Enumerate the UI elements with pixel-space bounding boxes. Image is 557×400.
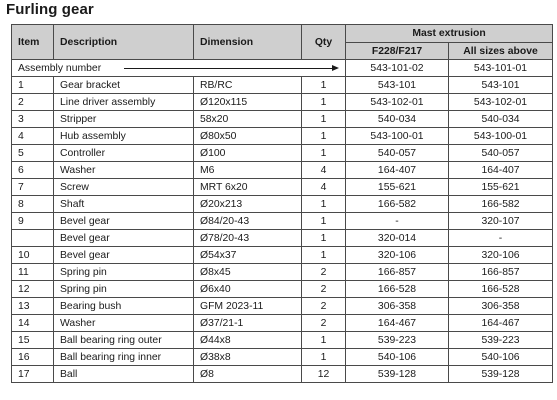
- parts-table: [11, 24, 553, 383]
- right-arrow-icon: [124, 68, 337, 69]
- cell-item: 10: [12, 247, 54, 264]
- cell-part-f228-f217: 543-101: [346, 77, 449, 94]
- cell-dimension: Ø38x8: [194, 349, 302, 366]
- cell-item: 13: [12, 298, 54, 315]
- cell-qty: 4: [302, 162, 346, 179]
- cell-item: 5: [12, 145, 54, 162]
- cell-dimension: Ø120x115: [194, 94, 302, 111]
- header-mast-extrusion: Mast extrusion: [346, 25, 553, 43]
- cell-part-all-sizes: 540-034: [449, 111, 553, 128]
- cell-item: 1: [12, 77, 54, 94]
- cell-dimension: Ø80x50: [194, 128, 302, 145]
- cell-dimension: Ø44x8: [194, 332, 302, 349]
- cell-qty: 1: [302, 77, 346, 94]
- table-row: [12, 77, 553, 94]
- header-qty: Qty: [302, 25, 346, 60]
- cell-description: Spring pin: [54, 281, 194, 298]
- cell-qty: 1: [302, 332, 346, 349]
- cell-item: 9: [12, 213, 54, 230]
- cell-part-all-sizes: 164-467: [449, 315, 553, 332]
- cell-qty: 12: [302, 366, 346, 383]
- header-description: Description: [54, 25, 194, 60]
- assembly-label: Assembly number: [18, 62, 102, 74]
- cell-qty: 1: [302, 213, 346, 230]
- cell-qty: 2: [302, 298, 346, 315]
- cell-part-f228-f217: 164-407: [346, 162, 449, 179]
- cell-item: 4: [12, 128, 54, 145]
- assembly-col-b: 543-101-01: [449, 60, 553, 77]
- cell-part-all-sizes: 540-106: [449, 349, 553, 366]
- cell-part-all-sizes: 306-358: [449, 298, 553, 315]
- assembly-col-a: 543-101-02: [346, 60, 449, 77]
- cell-part-all-sizes: 543-102-01: [449, 94, 553, 111]
- cell-part-f228-f217: 164-467: [346, 315, 449, 332]
- cell-description: Ball: [54, 366, 194, 383]
- cell-part-f228-f217: -: [346, 213, 449, 230]
- cell-description: Bevel gear: [54, 230, 194, 247]
- cell-dimension: GFM 2023-11: [194, 298, 302, 315]
- assembly-row: [12, 60, 553, 77]
- cell-item: 17: [12, 366, 54, 383]
- table-row: [12, 315, 553, 332]
- cell-qty: 1: [302, 111, 346, 128]
- cell-part-all-sizes: 166-857: [449, 264, 553, 281]
- table-row: [12, 111, 553, 128]
- table-row: [12, 230, 553, 247]
- cell-part-f228-f217: 166-582: [346, 196, 449, 213]
- page-title: Furling gear: [6, 1, 94, 18]
- cell-description: Washer: [54, 162, 194, 179]
- cell-qty: 1: [302, 196, 346, 213]
- cell-dimension: Ø84/20-43: [194, 213, 302, 230]
- cell-part-all-sizes: 155-621: [449, 179, 553, 196]
- cell-part-f228-f217: 539-223: [346, 332, 449, 349]
- cell-dimension: Ø8: [194, 366, 302, 383]
- cell-qty: 1: [302, 230, 346, 247]
- cell-qty: 2: [302, 315, 346, 332]
- cell-item: 2: [12, 94, 54, 111]
- cell-description: Bevel gear: [54, 247, 194, 264]
- cell-qty: 1: [302, 128, 346, 145]
- cell-description: Controller: [54, 145, 194, 162]
- cell-item: 11: [12, 264, 54, 281]
- table-row: [12, 196, 553, 213]
- table-row: [12, 332, 553, 349]
- table-row: [12, 162, 553, 179]
- cell-part-all-sizes: 543-100-01: [449, 128, 553, 145]
- cell-description: Hub assembly: [54, 128, 194, 145]
- cell-description: Screw: [54, 179, 194, 196]
- cell-dimension: Ø78/20-43: [194, 230, 302, 247]
- cell-description: Shaft: [54, 196, 194, 213]
- cell-item: 8: [12, 196, 54, 213]
- cell-part-all-sizes: 539-128: [449, 366, 553, 383]
- cell-part-f228-f217: 540-106: [346, 349, 449, 366]
- cell-part-f228-f217: 543-100-01: [346, 128, 449, 145]
- cell-item: 12: [12, 281, 54, 298]
- cell-description: Ball bearing ring outer: [54, 332, 194, 349]
- cell-dimension: Ø20x213: [194, 196, 302, 213]
- cell-part-f228-f217: 540-057: [346, 145, 449, 162]
- cell-dimension: Ø100: [194, 145, 302, 162]
- table-row: [12, 145, 553, 162]
- header-col-a: F228/F217: [346, 43, 449, 60]
- table-row: [12, 94, 553, 111]
- cell-item: 7: [12, 179, 54, 196]
- cell-qty: 1: [302, 145, 346, 162]
- header-item: Item: [12, 25, 54, 60]
- cell-dimension: M6: [194, 162, 302, 179]
- table-row: [12, 179, 553, 196]
- cell-item: [12, 230, 54, 247]
- table-row: [12, 298, 553, 315]
- cell-qty: 2: [302, 281, 346, 298]
- cell-part-f228-f217: 166-528: [346, 281, 449, 298]
- cell-dimension: RB/RC: [194, 77, 302, 94]
- assembly-label-cell: [12, 60, 346, 77]
- table-row: [12, 349, 553, 366]
- cell-part-all-sizes: 320-107: [449, 213, 553, 230]
- table-row: [12, 264, 553, 281]
- header-row: [12, 25, 553, 43]
- cell-qty: 1: [302, 247, 346, 264]
- cell-part-all-sizes: 166-582: [449, 196, 553, 213]
- cell-description: Stripper: [54, 111, 194, 128]
- cell-part-f228-f217: 320-014: [346, 230, 449, 247]
- cell-qty: 1: [302, 94, 346, 111]
- table-row: [12, 281, 553, 298]
- cell-part-f228-f217: 539-128: [346, 366, 449, 383]
- cell-part-f228-f217: 166-857: [346, 264, 449, 281]
- cell-part-f228-f217: 540-034: [346, 111, 449, 128]
- cell-dimension: MRT 6x20: [194, 179, 302, 196]
- cell-part-all-sizes: 166-528: [449, 281, 553, 298]
- cell-item: 3: [12, 111, 54, 128]
- cell-item: 6: [12, 162, 54, 179]
- cell-description: Ball bearing ring inner: [54, 349, 194, 366]
- table-row: [12, 366, 553, 383]
- cell-part-all-sizes: -: [449, 230, 553, 247]
- cell-part-f228-f217: 306-358: [346, 298, 449, 315]
- cell-part-all-sizes: 164-407: [449, 162, 553, 179]
- cell-item: 16: [12, 349, 54, 366]
- cell-part-all-sizes: 539-223: [449, 332, 553, 349]
- cell-qty: 1: [302, 349, 346, 366]
- cell-item: 14: [12, 315, 54, 332]
- cell-dimension: Ø54x37: [194, 247, 302, 264]
- cell-part-f228-f217: 320-106: [346, 247, 449, 264]
- cell-part-all-sizes: 543-101: [449, 77, 553, 94]
- cell-item: 15: [12, 332, 54, 349]
- table-row: [12, 247, 553, 264]
- cell-description: Line driver assembly: [54, 94, 194, 111]
- cell-description: Washer: [54, 315, 194, 332]
- cell-dimension: Ø37/21-1: [194, 315, 302, 332]
- table-row: [12, 213, 553, 230]
- cell-qty: 4: [302, 179, 346, 196]
- cell-qty: 2: [302, 264, 346, 281]
- header-dimension: Dimension: [194, 25, 302, 60]
- cell-part-f228-f217: 155-621: [346, 179, 449, 196]
- cell-part-all-sizes: 320-106: [449, 247, 553, 264]
- cell-description: Gear bracket: [54, 77, 194, 94]
- cell-dimension: Ø6x40: [194, 281, 302, 298]
- cell-dimension: Ø8x45: [194, 264, 302, 281]
- cell-description: Spring pin: [54, 264, 194, 281]
- cell-description: Bevel gear: [54, 213, 194, 230]
- cell-dimension: 58x20: [194, 111, 302, 128]
- cell-part-f228-f217: 543-102-01: [346, 94, 449, 111]
- cell-description: Bearing bush: [54, 298, 194, 315]
- table-row: [12, 128, 553, 145]
- cell-part-all-sizes: 540-057: [449, 145, 553, 162]
- header-col-b: All sizes above: [449, 43, 553, 60]
